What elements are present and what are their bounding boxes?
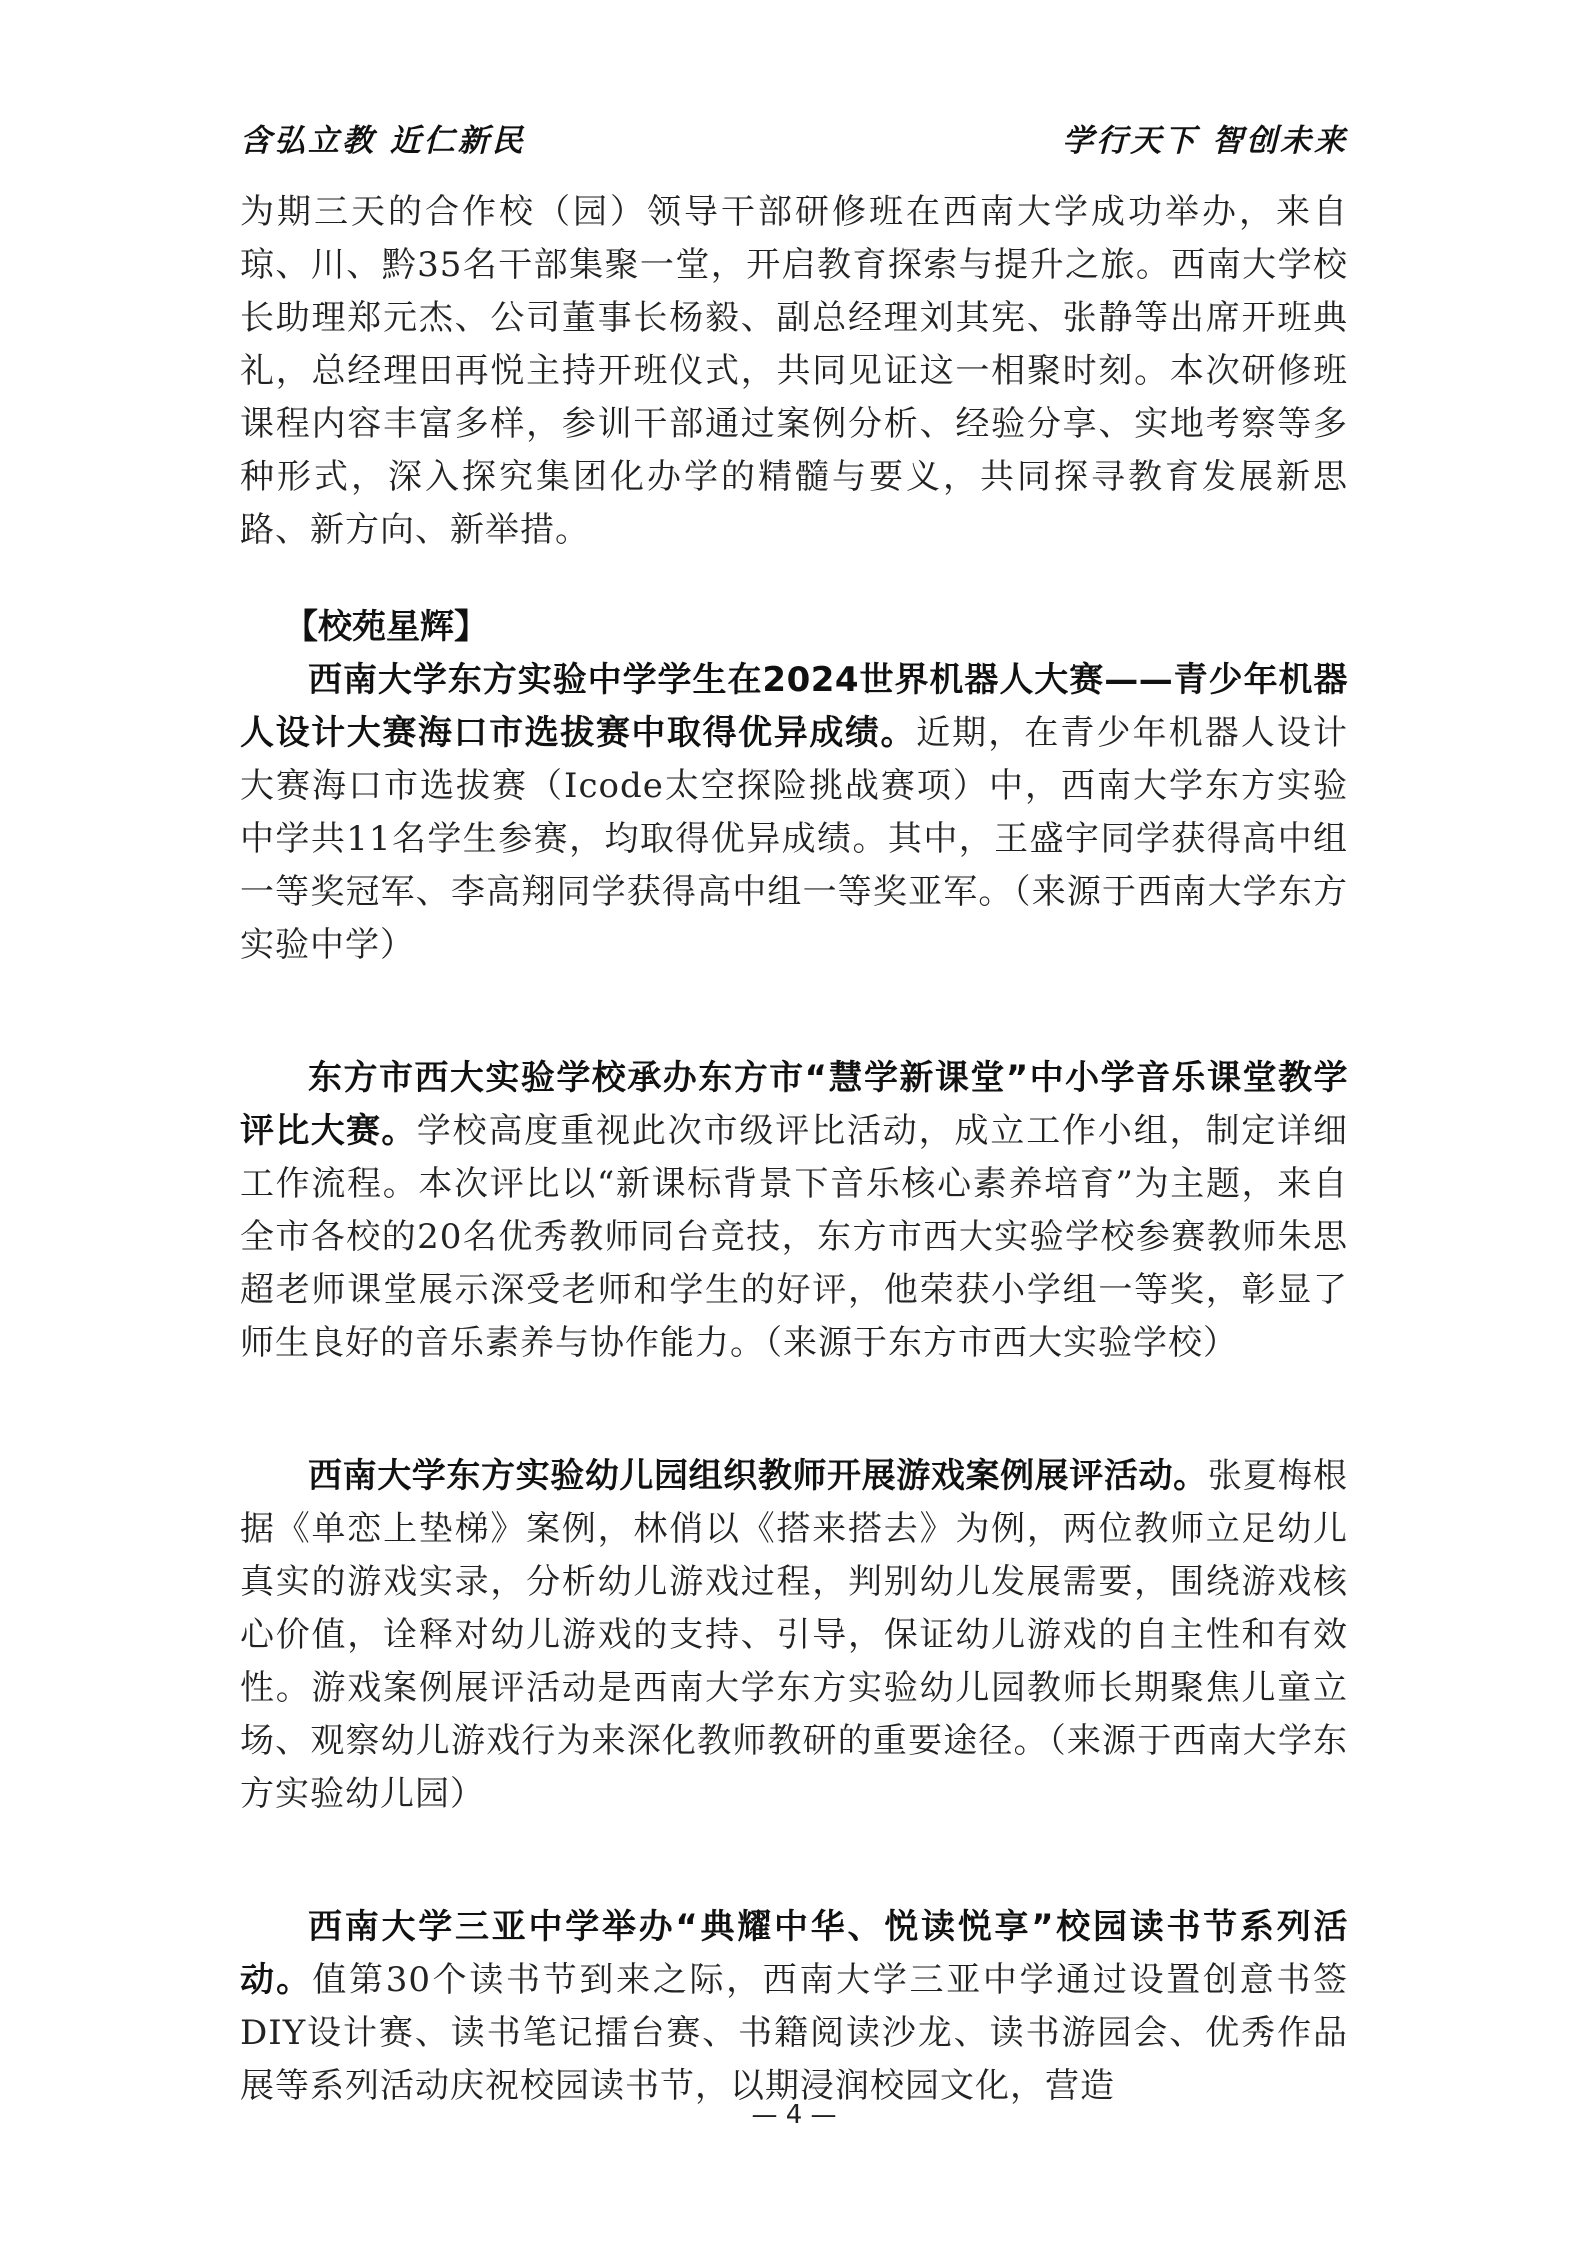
intro-paragraph: 为期三天的合作校（园）领导干部研修班在西南大学成功举办，来自琼、川、黔35名干部集聚一堂，开启教育探索与提升之旅。西南大学校长助理郑元杰、公司董事长杨毅、副总经理刘其宪、张静等出席开班典礼，总经理田再悦主持开班仪式，共同见证这一相聚时刻。本次研修班课程内容丰富多样，参训干部通过案例分析、经验分享、实地考察等多种形式，深入探究集团化办学的精髓与要义，共同探寻教育发展新思路、新方向、新举措。 [240,192,1348,550]
news-headline: 东方市西大实验学校承办东方市“慧学新课堂”中小学音乐课堂教学评比大赛。 [240,1058,1348,1151]
spacer [240,557,1348,601]
spacer [240,972,1348,1052]
news-headline: 西南大学东方实验幼儿园组织教师开展游戏案例展评活动。 [308,1456,1208,1496]
header-left-motto: 含弘立教 近仁新民 [240,122,526,159]
spacer [240,1821,1348,1901]
news-body: 张夏梅根据《单恋上垫梯》案例，林俏以《搭来搭去》为例，两位教师立足幼儿真实的游戏实录，分析幼儿游戏过程，判别幼儿发展需要，围绕游戏核心价值，诠释对幼儿游戏的支持、引导，保证幼儿游戏的自主性和有效性。游戏案例展评活动是西南大学东方实验幼儿园教师长期聚焦儿童立场、观察幼儿游戏行为来深化教师教研的重要途径。（来源于西南大学东方实验幼儿园） [240,1456,1348,1814]
news-body: 值第30个读书节到来之际，西南大学三亚中学通过设置创意书签DIY设计赛、读书笔记擂台赛、书籍阅读沙龙、读书游园会、优秀作品展等系列活动庆祝校园读书节，以期浸润校园文化，营造 [240,1960,1349,2106]
page-number: — 4 — [751,2100,837,2130]
news-item [240,1450,1348,1821]
section-title: 【校苑星辉】 [284,607,488,647]
news-item [240,1901,1348,2113]
news-item [240,654,1348,972]
news-body: 近期，在青少年机器人设计大赛海口市选拔赛（Icode太空探险挑战赛项）中，西南大学东方实验中学共11名学生参赛，均取得优异成绩。其中，王盛宇同学获得高中组一等奖冠军、李高翔同学获得高中组一等奖亚军。（来源于西南大学东方实验中学） [240,713,1349,965]
news-headline: 西南大学三亚中学举办“典耀中华、悦读悦享”校园读书节系列活动。 [240,1907,1348,2000]
page-header [240,112,1348,162]
spacer [240,1370,1348,1450]
header-right-motto: 学行天下 智创未来 [1062,122,1348,159]
news-headline: 西南大学东方实验中学学生在2024世界机器人大赛——青少年机器人设计大赛海口市选拔赛中取得优异成绩。 [240,660,1348,753]
news-body: 学校高度重视此次市级评比活动，成立工作小组，制定详细工作流程。本次评比以“新课标背景下音乐核心素养培育”为主题，来自全市各校的20名优秀教师同台竞技，东方市西大实验学校参赛教师朱思超老师课堂展示深受老师和学生的好评，他荣获小学组一等奖，彰显了师生良好的音乐素养与协作能力。（来源于东方市西大实验学校） [240,1111,1348,1363]
page-content [240,186,1348,2113]
news-item [240,1052,1348,1370]
